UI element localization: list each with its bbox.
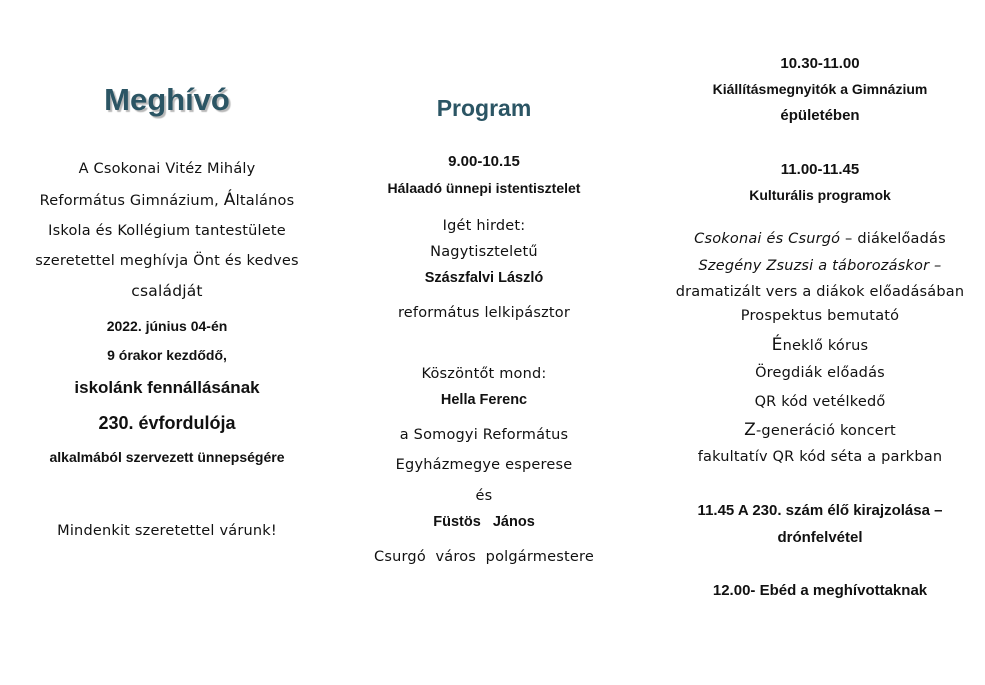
program-event-3: Kulturális programok — [749, 187, 891, 203]
program-item-1: Csokonai és Csurgó – diákelőadás — [694, 231, 946, 247]
program-item-6: QR kód vetélkedő — [754, 394, 886, 410]
greeter-role-2: Csurgó város polgármestere — [374, 549, 594, 565]
program-item-7: Z-generáció koncert — [744, 420, 896, 440]
program-item-8: fakultatív QR kód séta a parkban — [697, 449, 943, 465]
program-time-1: 9.00-10.15 — [448, 153, 520, 170]
anniversary-line: 230. évfordulója — [98, 413, 236, 433]
invite-line-2: Református Gimnázium, Általános — [39, 190, 295, 210]
program-time-3: 11.00-11.45 — [780, 161, 860, 178]
event-time: 9 órakor kezdődő, — [107, 347, 227, 363]
program-event-1: Hálaadó ünnepi istentisztelet — [387, 180, 581, 196]
program-event-4b: drónfelvétel — [777, 529, 863, 546]
invite-line-3: Iskola és Kollégium tantestülete — [48, 223, 286, 239]
preacher-label: Igét hirdet: — [442, 218, 526, 234]
invite-line-5: családját — [131, 282, 203, 300]
greeter-name-2: Füstös János — [433, 514, 535, 530]
event-date: 2022. június 04-én — [106, 318, 228, 334]
program-event-2a: Kiállításmegnyitók a Gimnázium — [712, 81, 928, 97]
program-title: Program — [436, 95, 532, 121]
closing-line: Mindenkit szeretettel várunk! — [57, 523, 277, 539]
invite-line-10: alkalmából szervezett ünnepségére — [49, 449, 285, 465]
program-item-3: Prospektus bemutató — [740, 308, 900, 324]
greeting-label: Köszöntőt mond: — [421, 366, 547, 382]
greeter-role-1a: a Somogyi Református — [399, 427, 569, 443]
preacher-role: református lelkipásztor — [397, 305, 571, 321]
program-event-4a: 11.45 A 230. szám élő kirajzolása – — [697, 502, 943, 519]
preacher-title: Nagytiszteletű — [430, 244, 538, 260]
program-time-2: 10.30-11.00 — [780, 55, 860, 72]
conjunction: és — [475, 488, 493, 504]
greeter-role-1b: Egyházmegye esperese — [395, 457, 573, 473]
invite-line-8: iskolánk fennállásának — [74, 378, 260, 397]
program-item-4: Éneklő kórus — [771, 335, 869, 355]
invitation-title: Meghívó — [104, 82, 230, 117]
program-item-5: Öregdiák előadás — [755, 365, 885, 381]
invite-line-4: szeretettel meghívja Önt és kedves — [35, 253, 299, 269]
greeter-name-1: Hella Ferenc — [440, 392, 528, 408]
invite-line-1: A Csokonai Vitéz Mihály — [78, 161, 256, 177]
program-event-2b: épületében — [780, 107, 860, 124]
program-item-2-detail: dramatizált vers a diákok előadásában — [675, 284, 965, 300]
program-event-5: 12.00- Ebéd a meghívottaknak — [712, 582, 928, 599]
program-item-2: Szegény Zsuzsi a táborozáskor – — [698, 258, 942, 274]
preacher-name: Szászfalvi László — [424, 270, 544, 286]
